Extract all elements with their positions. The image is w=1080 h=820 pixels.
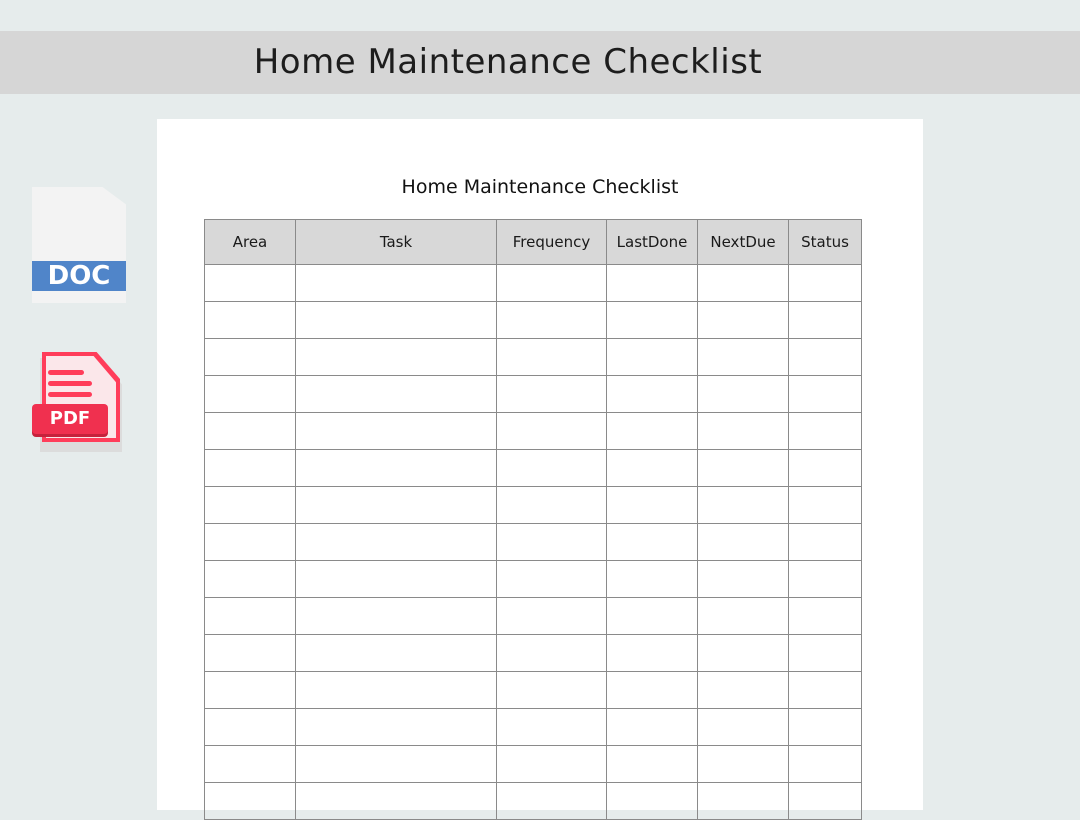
table-row xyxy=(205,339,862,376)
table-cell[interactable] xyxy=(296,598,497,635)
table-cell[interactable] xyxy=(497,524,607,561)
table-cell[interactable] xyxy=(497,302,607,339)
table-cell[interactable] xyxy=(296,376,497,413)
table-cell[interactable] xyxy=(698,672,789,709)
table-cell[interactable] xyxy=(789,487,862,524)
table-cell[interactable] xyxy=(296,635,497,672)
table-cell[interactable] xyxy=(497,672,607,709)
table-cell[interactable] xyxy=(205,265,296,302)
table-cell[interactable] xyxy=(789,524,862,561)
table-row xyxy=(205,783,862,820)
table-cell[interactable] xyxy=(205,413,296,450)
top-banner xyxy=(0,31,1080,94)
table-cell[interactable] xyxy=(607,672,698,709)
table-cell[interactable] xyxy=(698,709,789,746)
table-cell[interactable] xyxy=(607,783,698,820)
table-cell[interactable] xyxy=(698,265,789,302)
column-header-status: Status xyxy=(789,220,862,265)
table-cell[interactable] xyxy=(607,524,698,561)
table-cell[interactable] xyxy=(205,339,296,376)
table-cell[interactable] xyxy=(698,302,789,339)
table-cell[interactable] xyxy=(497,265,607,302)
table-cell[interactable] xyxy=(698,339,789,376)
checklist-table xyxy=(204,219,862,820)
table-cell[interactable] xyxy=(607,339,698,376)
table-row xyxy=(205,450,862,487)
table-cell[interactable] xyxy=(296,783,497,820)
table-row xyxy=(205,265,862,302)
table-cell[interactable] xyxy=(698,561,789,598)
table-cell[interactable] xyxy=(205,376,296,413)
table-cell[interactable] xyxy=(698,376,789,413)
table-cell[interactable] xyxy=(205,746,296,783)
table-cell[interactable] xyxy=(607,265,698,302)
pdf-label: PDF xyxy=(32,404,108,434)
table-cell[interactable] xyxy=(789,561,862,598)
table-cell[interactable] xyxy=(296,413,497,450)
table-cell[interactable] xyxy=(698,524,789,561)
table-cell[interactable] xyxy=(205,709,296,746)
table-cell[interactable] xyxy=(497,339,607,376)
table-cell[interactable] xyxy=(205,783,296,820)
table-cell[interactable] xyxy=(497,635,607,672)
table-cell[interactable] xyxy=(607,487,698,524)
table-row xyxy=(205,413,862,450)
pdf-text-line xyxy=(48,381,92,386)
column-header-nextdue: NextDue xyxy=(698,220,789,265)
table-cell[interactable] xyxy=(205,635,296,672)
pdf-text-line xyxy=(48,370,84,375)
table-cell[interactable] xyxy=(698,413,789,450)
table-cell[interactable] xyxy=(296,524,497,561)
table-row xyxy=(205,709,862,746)
table-cell[interactable] xyxy=(296,302,497,339)
table-cell[interactable] xyxy=(497,598,607,635)
table-cell[interactable] xyxy=(205,672,296,709)
table-cell[interactable] xyxy=(607,746,698,783)
table-cell[interactable] xyxy=(698,783,789,820)
table-cell[interactable] xyxy=(497,561,607,598)
document-title: Home Maintenance Checklist xyxy=(401,176,679,198)
table-cell[interactable] xyxy=(497,413,607,450)
table-cell[interactable] xyxy=(789,302,862,339)
pdf-text-line xyxy=(48,392,92,397)
table-cell[interactable] xyxy=(497,746,607,783)
table-cell[interactable] xyxy=(789,339,862,376)
table-cell[interactable] xyxy=(698,598,789,635)
table-cell[interactable] xyxy=(607,376,698,413)
table-cell[interactable] xyxy=(205,598,296,635)
table-header-row xyxy=(205,220,862,265)
table-cell[interactable] xyxy=(296,339,497,376)
table-cell[interactable] xyxy=(607,635,698,672)
table-cell[interactable] xyxy=(497,376,607,413)
table-cell[interactable] xyxy=(296,746,497,783)
table-cell[interactable] xyxy=(698,450,789,487)
table-cell[interactable] xyxy=(205,302,296,339)
table-cell[interactable] xyxy=(497,709,607,746)
table-cell[interactable] xyxy=(698,746,789,783)
table-row xyxy=(205,524,862,561)
table-row xyxy=(205,376,862,413)
table-cell[interactable] xyxy=(497,783,607,820)
table-cell[interactable] xyxy=(205,487,296,524)
table-cell[interactable] xyxy=(296,265,497,302)
table-cell[interactable] xyxy=(698,635,789,672)
table-cell[interactable] xyxy=(607,709,698,746)
table-cell[interactable] xyxy=(789,783,862,820)
table-cell[interactable] xyxy=(789,598,862,635)
table-cell[interactable] xyxy=(789,413,862,450)
table-cell[interactable] xyxy=(607,598,698,635)
banner-title: Home Maintenance Checklist xyxy=(253,42,763,82)
table-row xyxy=(205,746,862,783)
table-cell[interactable] xyxy=(205,561,296,598)
table-cell[interactable] xyxy=(296,709,497,746)
table-cell[interactable] xyxy=(607,413,698,450)
doc-file-icon[interactable] xyxy=(32,187,126,303)
table-cell[interactable] xyxy=(296,487,497,524)
column-header-lastdone: LastDone xyxy=(607,220,698,265)
pdf-file-icon[interactable] xyxy=(32,352,124,452)
doc-label: DOC xyxy=(32,261,126,291)
table-row xyxy=(205,561,862,598)
table-cell[interactable] xyxy=(296,561,497,598)
table-row xyxy=(205,598,862,635)
table-cell[interactable] xyxy=(789,709,862,746)
table-cell[interactable] xyxy=(607,450,698,487)
table-cell[interactable] xyxy=(789,672,862,709)
table-cell[interactable] xyxy=(205,524,296,561)
table-cell[interactable] xyxy=(698,487,789,524)
table-cell[interactable] xyxy=(789,376,862,413)
table-row xyxy=(205,635,862,672)
table-row xyxy=(205,672,862,709)
table-cell[interactable] xyxy=(205,450,296,487)
table-cell[interactable] xyxy=(789,265,862,302)
table-cell[interactable] xyxy=(607,561,698,598)
table-cell[interactable] xyxy=(497,487,607,524)
table-cell[interactable] xyxy=(296,672,497,709)
table-cell[interactable] xyxy=(789,746,862,783)
column-header-task: Task xyxy=(296,220,497,265)
table-cell[interactable] xyxy=(607,302,698,339)
column-header-area: Area xyxy=(205,220,296,265)
table-cell[interactable] xyxy=(789,450,862,487)
table-cell[interactable] xyxy=(497,450,607,487)
document-page xyxy=(157,119,923,810)
table-cell[interactable] xyxy=(789,635,862,672)
table-row xyxy=(205,487,862,524)
column-header-frequency: Frequency xyxy=(497,220,607,265)
table-cell[interactable] xyxy=(296,450,497,487)
table-row xyxy=(205,302,862,339)
